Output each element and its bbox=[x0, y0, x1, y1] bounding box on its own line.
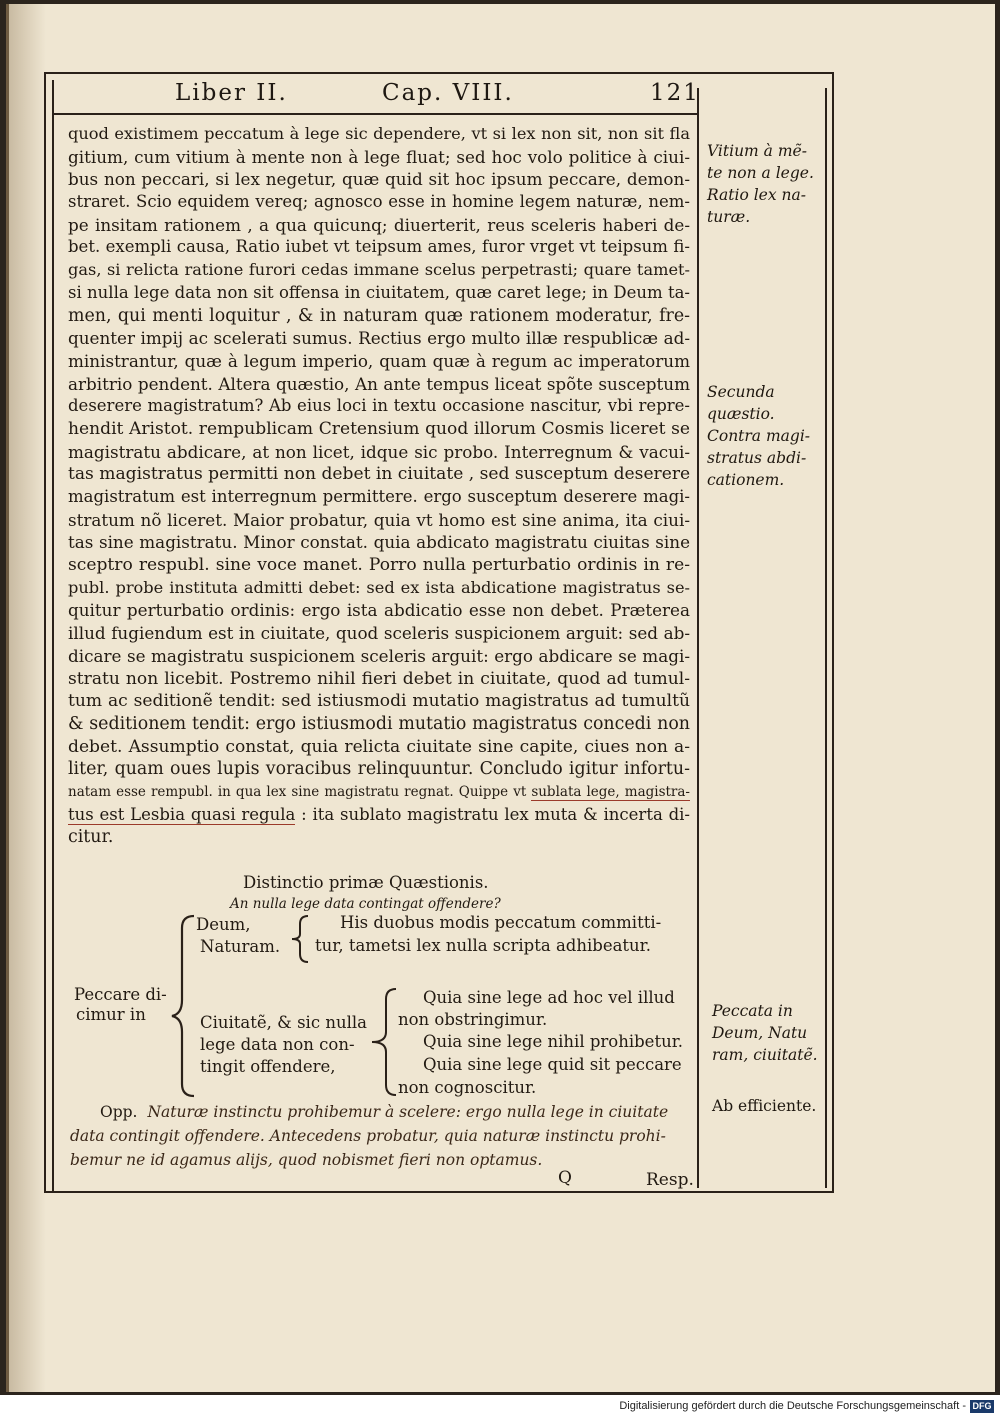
text-line: tas sine magistratu. Minor constat. quia abdicato magistratu ciuitas sine bbox=[68, 532, 690, 553]
text-line: dicare se magistratu suspicionem sceleris arguit: ergo abdicare se magi- bbox=[68, 645, 690, 666]
margin-line: Ratio lex na- bbox=[707, 186, 806, 204]
text-line: straret. Scio equidem vereq; agnosco esse in homine legem naturæ, nem- bbox=[68, 192, 690, 212]
text-line: illud fugiendum est in ciuitate, quod sceleris suspicionem arguit: sed ab- bbox=[68, 623, 690, 644]
objection-text: Naturæ instinctu prohibemur à scelere: ergo nulla lege in ciuitate bbox=[147, 1103, 669, 1121]
text-line-underlined bbox=[68, 804, 690, 827]
branch-b-2: lege data non con- bbox=[200, 1035, 355, 1054]
reason-3a: Quia sine lege quid sit peccare bbox=[423, 1055, 682, 1074]
branch-a-brace bbox=[288, 914, 314, 964]
text-line: & seditionem tendit: ergo istiusmodi mutatio magistratus concedi non bbox=[68, 713, 690, 734]
body-text bbox=[68, 123, 690, 849]
text-line: tas magistratus permitti non debet in ciuitate , sed susceptum deserere bbox=[68, 464, 691, 485]
margin-line: stratus abdi- bbox=[707, 449, 807, 467]
branch-b-brace bbox=[366, 986, 400, 1098]
text-line: men, qui menti loquitur , & in naturam quæ rationem moderatur, fre- bbox=[68, 305, 690, 326]
branch-b-3: tingit offendere, bbox=[200, 1057, 336, 1076]
text-line: hendit Aristot. rempublicam Cretensium quod illorum Cosmis liceret se bbox=[68, 418, 690, 439]
text-line: pe insitam rationem , a qua quicunq; diuerterit, reus sceleris haberi de- bbox=[68, 214, 690, 235]
margin-line: quæstio. bbox=[707, 405, 775, 423]
footer-credit: Digitalisierung gefördert durch die Deutsche Forschungsgemeinschaft - bbox=[619, 1400, 966, 1412]
margin-line: cationem. bbox=[707, 471, 785, 489]
text-line: sceptro respubl. sine voce manet. Porro nulla perturbatio ordinis in re- bbox=[68, 555, 690, 576]
margin-note-1 bbox=[707, 140, 814, 228]
distinctio-title: Distinctio primæ Quæstionis. bbox=[243, 873, 489, 892]
column-rule bbox=[697, 88, 699, 1188]
text-line: gitium, cum vitium à mente non à lege fluat; sed hoc volo politice à ciui- bbox=[68, 146, 690, 167]
margin-line: Vitium à mẽ- bbox=[707, 142, 807, 160]
underlined-phrase: tus est Lesbia quasi regula bbox=[68, 804, 296, 824]
root-brace bbox=[168, 912, 200, 1098]
reason-1b: non obstringimur. bbox=[398, 1010, 548, 1029]
objection-line: data contingit offendere. Antecedens probatur, quia naturæ instinctu prohi- bbox=[70, 1127, 666, 1145]
text-line: citur. bbox=[68, 827, 114, 848]
right-rule bbox=[825, 88, 827, 1188]
distinctio-subtitle: An nulla lege data contingat offendere? bbox=[230, 896, 501, 912]
text-line: quod existimem peccatum à lege sic dependere, vt si lex non sit, non sit fla bbox=[68, 124, 690, 143]
margin-note-2 bbox=[707, 381, 810, 491]
reason-2: Quia sine lege nihil prohibetur. bbox=[423, 1032, 684, 1051]
branch-a-note-1: His duobus modis peccatum committi- bbox=[340, 913, 662, 932]
running-head-chapter: Cap. VIII. bbox=[382, 80, 514, 106]
text-line: debet. Assumptio constat, quia relicta ciuitate sine capite, ciues non a- bbox=[68, 736, 690, 757]
margin-line: ram, ciuitatẽ. bbox=[712, 1046, 818, 1064]
branch-a-2: Naturam. bbox=[200, 937, 281, 956]
text-line: deserere magistratum? Ab eius loci in textu occasione nascitur, vbi repre- bbox=[68, 396, 690, 416]
dfg-logo-icon: DFG bbox=[970, 1400, 994, 1413]
page-number: 121 bbox=[650, 80, 700, 106]
text-line: quitur perturbatio ordinis: ergo ista abdicatio esse non debet. Præterea bbox=[68, 600, 690, 621]
branch-b-1: Ciuitatẽ, & sic nulla bbox=[200, 1013, 367, 1032]
text-line: arbitrio pendent. Altera quæstio, An ante tempus liceat spõte susceptum bbox=[68, 373, 690, 394]
text-fragment: : ita sublato magistratu lex muta & incerta di- bbox=[295, 804, 690, 824]
margin-line: turæ. bbox=[707, 208, 751, 226]
text-line: stratu non licebit. Postremo nihil fieri debet in ciuitate, quod ad tumul- bbox=[68, 668, 690, 689]
text-line: liter, quam oues lupis voracibus relinquuntur. Concludo igitur infortu- bbox=[68, 759, 690, 780]
text-line: bus non peccari, si lex negetur, quæ quid sit hoc ipsum peccare, demon- bbox=[68, 169, 690, 190]
margin-note-4 bbox=[712, 1095, 816, 1117]
text-line: magistratu abdicare, at non licet, idque sic probo. Interregnum & vacui- bbox=[68, 441, 690, 462]
margin-line: Ab efficiente. bbox=[712, 1097, 817, 1115]
left-rule-inner bbox=[52, 80, 54, 1192]
margin-note-3 bbox=[712, 1000, 818, 1066]
text-line: tum ac seditionẽ tendit: sed istiusmodi mutatio magistratus ad tumultũ bbox=[68, 691, 690, 712]
root-label-1: Peccare di- bbox=[74, 985, 167, 1004]
running-head bbox=[60, 80, 700, 112]
text-line: si nulla lege data non sit offensa in ciuitatem, quæ caret lege; in Deum ta- bbox=[68, 282, 690, 302]
text-line: quenter impij ac scelerati sumus. Rectius ergo multo illæ respublicæ ad- bbox=[68, 328, 690, 349]
page-gutter-shadow bbox=[6, 4, 46, 1392]
objection-line bbox=[70, 1100, 695, 1124]
running-head-book: Liber II. bbox=[175, 80, 288, 106]
top-rule bbox=[44, 72, 834, 74]
margin-line: Peccata in bbox=[712, 1002, 793, 1020]
reason-1a: Quia sine lege ad hoc vel illud bbox=[423, 988, 675, 1007]
left-rule-outer bbox=[44, 72, 46, 1192]
head-rule bbox=[52, 113, 697, 115]
right-rule-outer bbox=[832, 72, 834, 1192]
margin-line: te non a lege. bbox=[707, 164, 814, 182]
objection-label: Opp. bbox=[100, 1103, 138, 1121]
signature-mark: Q bbox=[558, 1168, 572, 1188]
text-line: gas, si relicta ratione furori cedas immane scelus perpetrasti; quare tamet- bbox=[68, 260, 690, 280]
margin-line: Deum, Natu bbox=[712, 1024, 808, 1042]
root-label-2: cimur in bbox=[76, 1005, 146, 1024]
text-line: publ. probe instituta admitti debet: sed ex ista abdicatione magistratus se- bbox=[68, 577, 690, 597]
catchword: Resp. bbox=[646, 1170, 694, 1190]
objection-line: bemur ne id agamus alijs, quod nobismet fieri non optamus. bbox=[70, 1151, 543, 1169]
branch-a-note-2: tur, tametsi lex nulla scripta adhibeatur. bbox=[315, 936, 651, 955]
digitization-footer bbox=[0, 1395, 1000, 1419]
text-line: stratum nõ liceret. Maior probatur, quia vt homo est sine anima, ita ciui- bbox=[68, 509, 690, 530]
underlined-phrase: sublata lege, magistra- bbox=[531, 783, 690, 800]
bottom-rule bbox=[44, 1191, 834, 1193]
text-line-underlined bbox=[68, 781, 690, 804]
text-line: magistratum est interregnum permittere. ergo susceptum deserere magi- bbox=[68, 487, 690, 506]
text-fragment: natam esse rempubl. in qua lex sine magistratu regnat. Quippe vt bbox=[68, 783, 532, 800]
objection-block bbox=[70, 1100, 695, 1172]
text-line: bet. exempli causa, Ratio iubet vt teipsum ames, furor vrget vt teipsum fi- bbox=[68, 237, 690, 257]
reason-3b: non cognoscitur. bbox=[398, 1078, 537, 1097]
branch-a-1: Deum, bbox=[196, 915, 251, 934]
margin-line: Contra magi- bbox=[707, 427, 811, 445]
text-line: ministrantur, quæ à legum imperio, quam quæ à regum ac imperatorum bbox=[68, 350, 690, 371]
margin-line: Secunda bbox=[707, 383, 775, 401]
